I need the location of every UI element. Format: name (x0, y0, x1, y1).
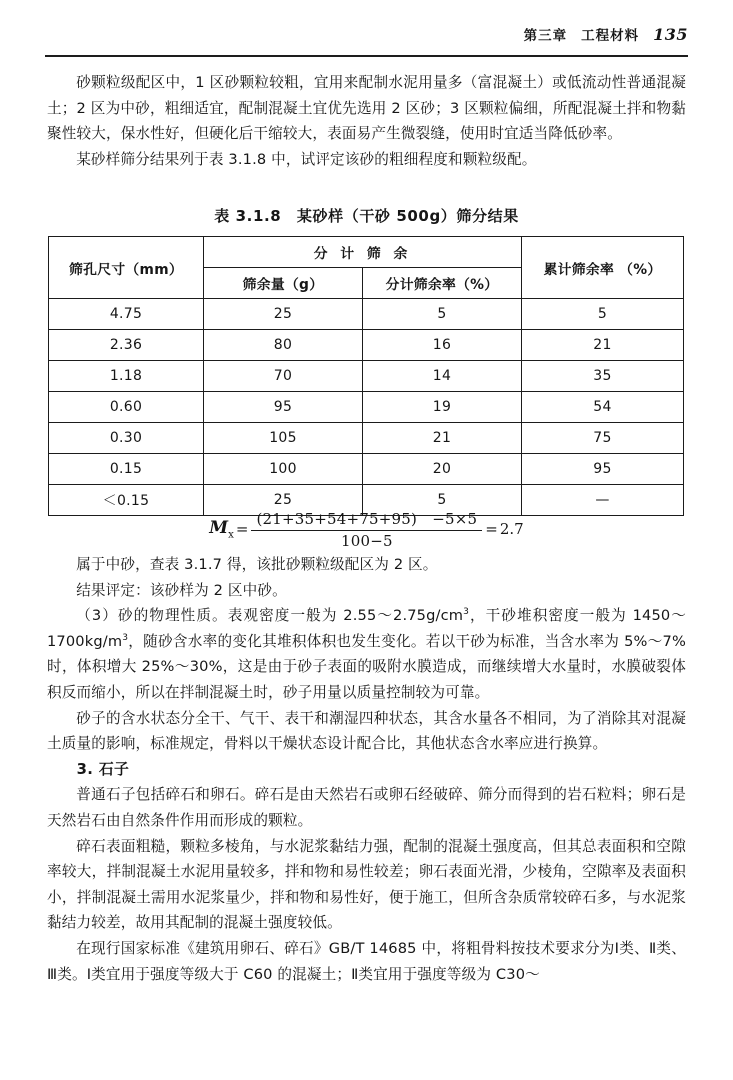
fineness-modulus-formula (47, 508, 686, 550)
page-number: 135 (653, 25, 688, 44)
cell-cumulative-pct: 95 (522, 454, 684, 485)
cell-sieve-size: 4.75 (49, 299, 204, 330)
cell-fractional-pct: 5 (363, 485, 522, 516)
formula-result-value: 2.7 (499, 520, 524, 538)
cell-sieve-size: 2.36 (49, 330, 204, 361)
formula-subscript: x (228, 529, 234, 541)
cell-fractional-pct: 20 (363, 454, 522, 485)
cell-fractional-pct: 16 (363, 330, 522, 361)
pp-text-pre: （3）砂的物理性质。表观密度一般为 2.55～2.75g/cm (76, 607, 464, 625)
header-cumulative-pct: 累计筛余率 （%） (522, 237, 684, 299)
table-row (49, 299, 684, 330)
paragraph-moisture-states: 砂子的含水状态分全干、气干、表干和潮湿四种状态，其含水量各不相同，为了消除其对混凝土质量的影响，标准规定，骨料以干燥状态设计配合比，其他状态含水率应进行换算。 (47, 709, 686, 753)
header-retained-mass: 筛余量（g） (204, 268, 363, 299)
cell-retained-mass: 80 (204, 330, 363, 361)
cell-sieve-size: 1.18 (49, 361, 204, 392)
running-header (45, 24, 688, 58)
cell-sieve-size: 0.60 (49, 392, 204, 423)
table-body (49, 299, 684, 516)
header-chapter-label: 第三章 (523, 28, 568, 44)
cell-cumulative-pct: 75 (522, 423, 684, 454)
formula-result-equals-sign: = (485, 520, 498, 538)
formula-denominator: 100−5 (340, 532, 393, 550)
cell-cumulative-pct: 54 (522, 392, 684, 423)
cell-cumulative-pct: — (522, 485, 684, 516)
paragraph-stone-types: 普通石子包括碎石和卵石。碎石是由天然岩石或卵石经破碎、筛分而得到的岩石粒料；卵石是天然岩石由自然条件作用而形成的颗粒。 (47, 786, 686, 829)
paragraph-sample-intro: 某砂样筛分结果列于表 3.1.8 中，试评定该砂的粗细程度和颗粒级配。 (76, 150, 537, 168)
cell-retained-mass: 105 (204, 423, 363, 454)
cell-fractional-pct: 5 (363, 299, 522, 330)
table-row (49, 392, 684, 423)
table-row (49, 361, 684, 392)
cell-cumulative-pct: 5 (522, 299, 684, 330)
paragraph-medium-sand-conclusion: 属于中砂，查表 3.1.7 得，该批砂颗粒级配区为 2 区。 (76, 556, 438, 573)
pp-superscript-cm3: 3 (463, 607, 470, 618)
cell-retained-mass: 100 (204, 454, 363, 485)
sieve-analysis-table (48, 236, 684, 516)
cell-retained-mass: 95 (204, 392, 363, 423)
header-divider-rule (45, 55, 688, 57)
formula-fraction (251, 508, 482, 550)
cell-fractional-pct: 14 (363, 361, 522, 392)
cell-sieve-size: 0.15 (49, 454, 204, 485)
cell-sieve-size: ＜0.15 (49, 485, 204, 516)
intro-text-block (47, 70, 686, 172)
table-row (49, 330, 684, 361)
cell-retained-mass: 25 (204, 485, 363, 516)
paragraph-physical-properties (47, 603, 686, 705)
header-group-fractional: 分 计 筛 余 (204, 237, 522, 268)
pp-text-post: ，随砂含水率的变化其堆积体积也发生变化。若以干砂为标准，当含水率为 5%～7%时，体积增大 25%～30%，这是由于砂子表面的吸附水膜造成，而继续增大水量时，水膜破裂体积反而缩小，所以在拌制混凝土时，砂子用量以质量控制较为可靠。 (47, 632, 686, 701)
cell-fractional-pct: 21 (363, 423, 522, 454)
formula-symbol: $M_x$ (209, 517, 234, 541)
paragraph-result-evaluation: 结果评定：该砂样为 2 区中砂。 (76, 581, 287, 599)
paragraph-grading-zones: 砂颗粒级配区中，1 区砂颗粒较粗，宜用来配制水泥用量多（富混凝土）或低流动性普通混凝土；2 区为中砂，粗细适宜，配制混凝土宜优先选用 2 区砂；3 区颗粒偏细，所配混凝土拌和物黏聚性较大，保水性好，但硬化后干缩较大，表面易产生微裂缝，使用时宜适当降低砂率。 (47, 74, 686, 143)
cell-cumulative-pct: 21 (522, 330, 684, 361)
formula-numerator: (21+35+54+75+95) −5×5 (251, 508, 482, 531)
cell-cumulative-pct: 35 (522, 361, 684, 392)
table-caption: 表 3.1.8 某砂样（干砂 500g）筛分结果 (214, 207, 519, 225)
heading-stone: 3. 石子 (76, 760, 130, 778)
pp-text-mid: ，干砂堆积密度一般为 1450～1700kg/m (47, 607, 686, 650)
paragraph-national-standard: 在现行国家标准《建筑用卵石、碎石》GB/T 14685 中，将粗骨料按技术要求分为Ⅰ类、Ⅱ类、Ⅲ类。Ⅰ类宜用于强度等级大于 C60 的混凝土；Ⅱ类宜用于强度等级为 C30～ (47, 939, 686, 983)
pp-superscript-m3: 3 (122, 632, 129, 643)
header-sieve-size: 筛孔尺寸（mm） (49, 237, 204, 299)
table-row (49, 423, 684, 454)
cell-retained-mass: 25 (204, 299, 363, 330)
cell-retained-mass: 70 (204, 361, 363, 392)
table-row (49, 454, 684, 485)
header-section-label: 工程材料 (581, 28, 640, 44)
table-header-row-top (49, 237, 684, 268)
paragraph-stone-comparison: 碎石表面粗糙，颗粒多棱角，与水泥浆黏结力强，配制的混凝土强度高，但其总表面积和空隙率较大，拌制混凝土水泥用量较多，拌和物和易性较差；卵石表面光滑，少棱角，空隙率及表面积小，拌制混凝土需用水泥浆量少，拌和物和易性好，便于施工，但所含杂质常较碎石多，与水泥浆黏结力较差，故用其配制的混凝土强度较低。 (47, 837, 686, 932)
cell-sieve-size: 0.30 (49, 423, 204, 454)
cell-fractional-pct: 19 (363, 392, 522, 423)
formula-equals-sign: = (235, 520, 249, 538)
results-text-block (47, 552, 686, 987)
header-fractional-pct: 分计筛余率（%） (363, 268, 522, 299)
